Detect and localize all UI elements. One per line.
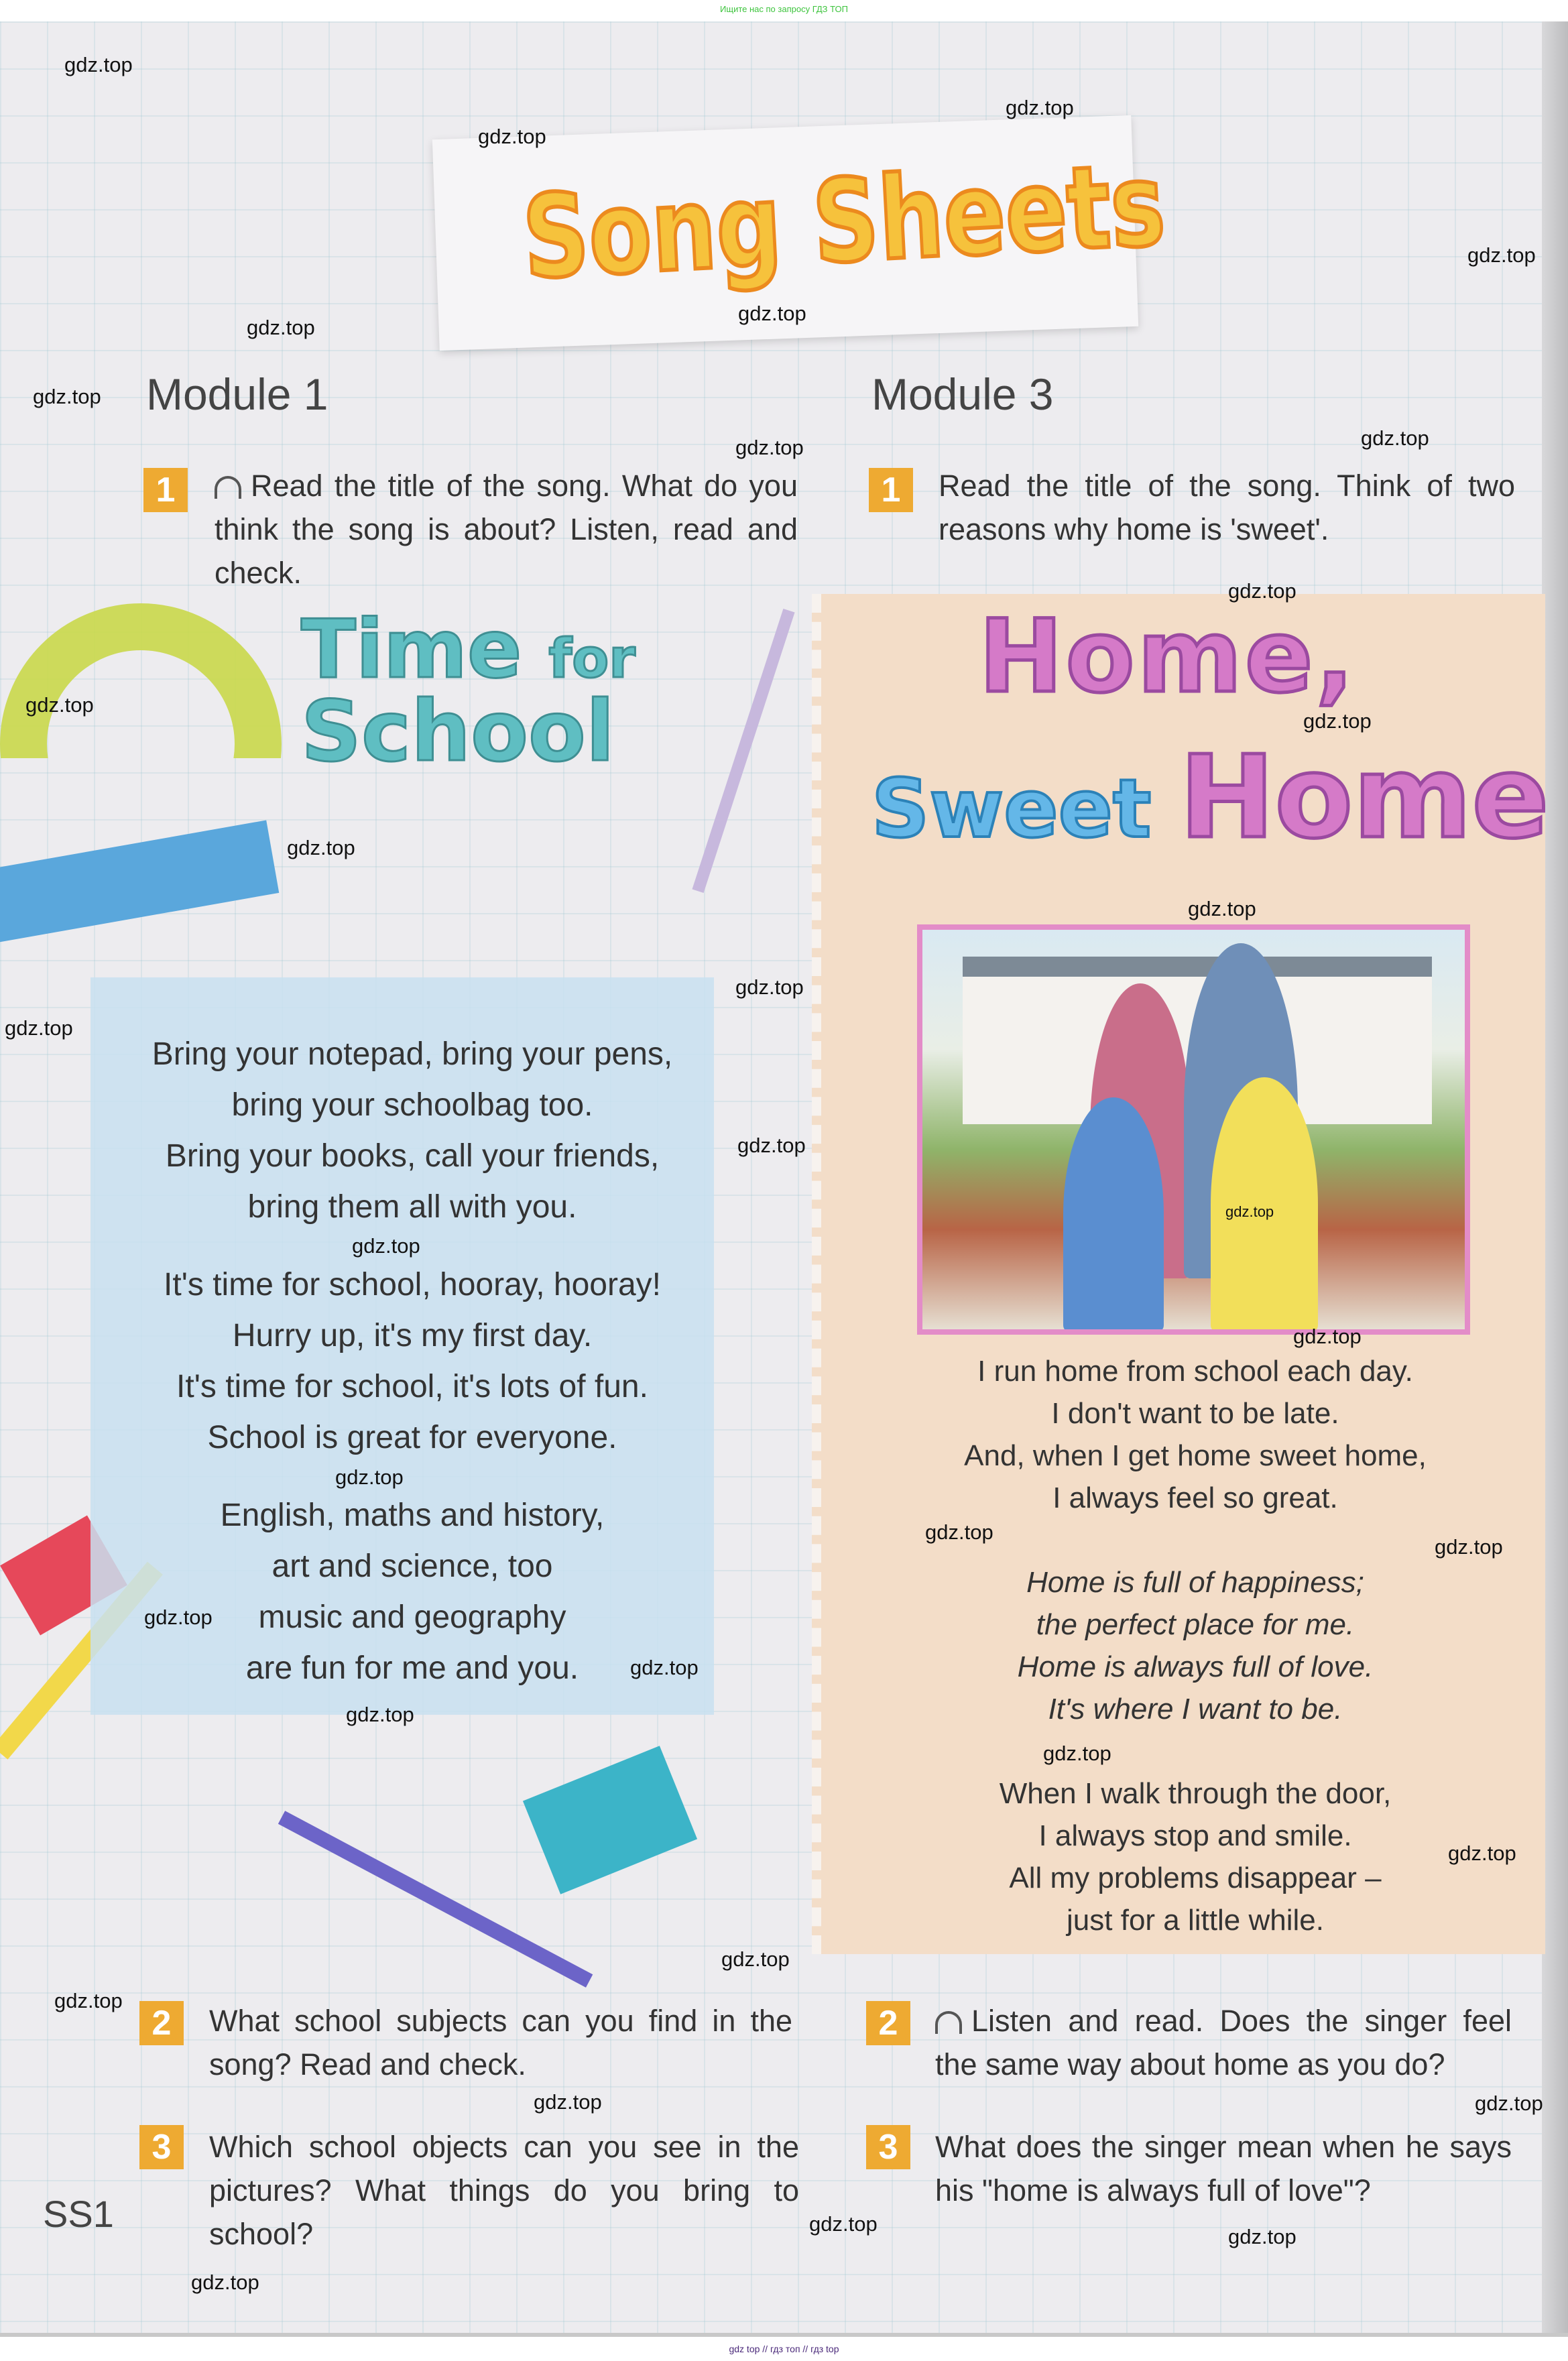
lyric-line: Bring your books, call your friends, xyxy=(165,1138,660,1174)
exercise-2-text: Listen and read. Does the singer feel the same way about home as you do? xyxy=(935,2004,1512,2081)
watermark: gdz.top xyxy=(247,316,315,339)
top-banner[interactable]: Ищите нас по запросу ГДЗ ТОП xyxy=(0,0,1568,21)
page-edge-shadow xyxy=(1542,21,1568,2333)
lyric-line: Home is full of happiness; xyxy=(1026,1566,1364,1599)
family-photo xyxy=(917,924,1470,1335)
watermark: gdz.top xyxy=(1006,96,1074,119)
stanza xyxy=(898,1772,1492,1941)
watermark: gdz.top xyxy=(1303,709,1372,733)
watermark: gdz.top xyxy=(5,1016,73,1040)
lyric-line: are fun for me and you. xyxy=(245,1650,579,1686)
lyric-line: I always stop and smile. xyxy=(1038,1819,1352,1852)
song-title-word: Home, xyxy=(979,599,1357,715)
lyric-line: I don't want to be late. xyxy=(1051,1397,1339,1430)
exercise-2-instruction xyxy=(935,1999,1512,2086)
watermark: gdz.top xyxy=(1435,1535,1503,1559)
lyric-line: art and science, too xyxy=(272,1549,553,1584)
bottom-banner[interactable]: gdz top // гдз топ // гдз top xyxy=(0,2333,1568,2357)
lyric-line: School is great for everyone. xyxy=(207,1420,617,1455)
lyrics-home-sweet-home xyxy=(898,1350,1492,1941)
exercise-1-text: Read the title of the song. What do you think the song is about? Listen, read and check. xyxy=(215,469,798,590)
watermark: gdz.top xyxy=(735,975,804,999)
watermark: gdz.top xyxy=(346,1703,414,1726)
exercise-1-badge: 1 xyxy=(869,468,913,512)
module-1-heading: Module 1 xyxy=(146,369,328,419)
watermark: gdz.top xyxy=(287,836,355,859)
chorus xyxy=(898,1561,1492,1730)
lyric-line: music and geography xyxy=(258,1599,566,1635)
watermark: gdz.top xyxy=(1448,1841,1516,1865)
lyric-line: Home is always full of love. xyxy=(1017,1650,1374,1683)
song-title-line xyxy=(871,731,1549,864)
lyric-line: Hurry up, it's my first day. xyxy=(232,1318,593,1353)
headphones-icon xyxy=(935,2011,962,2034)
song-title-word: for xyxy=(548,627,636,690)
exercise-1-text: Read the title of the song. Think of two reasons why home is 'sweet'. xyxy=(939,469,1515,546)
watermark: gdz.top xyxy=(735,436,804,459)
watermark: gdz.top xyxy=(1188,897,1256,920)
watermark: gdz.top xyxy=(1293,1325,1362,1348)
lyric-line: And, when I get home sweet home, xyxy=(964,1439,1427,1472)
lyric-line: It's time for school, hooray, hooray! xyxy=(164,1267,661,1303)
stanza xyxy=(898,1350,1492,1519)
stanza xyxy=(91,1029,734,1233)
watermark: gdz.top xyxy=(352,1234,420,1258)
watermark: gdz.top xyxy=(1228,2225,1296,2248)
watermark: gdz.top xyxy=(64,53,133,76)
lyric-line: bring them all with you. xyxy=(247,1189,577,1225)
exercise-2-badge: 2 xyxy=(866,2001,910,2045)
lyric-line: just for a little while. xyxy=(1067,1904,1324,1937)
lyric-line: I run home from school each day. xyxy=(977,1355,1413,1388)
watermark: gdz.top xyxy=(191,2271,259,2294)
song-title-word: Home xyxy=(1179,731,1549,864)
lyric-line: bring your schoolbag too. xyxy=(231,1087,593,1123)
watermark: gdz.top xyxy=(630,1656,699,1679)
exercise-3-badge: 3 xyxy=(866,2125,910,2169)
page-title: Song Sheets xyxy=(520,138,1168,305)
exercise-3-badge: 3 xyxy=(139,2125,184,2169)
watermark: gdz.top xyxy=(144,1606,213,1629)
song-title-time-for-school xyxy=(301,603,636,780)
lyric-line: Bring your notepad, bring your pens, xyxy=(152,1036,673,1072)
exercise-3-text: What does the singer mean when he says his "home is always full of love"? xyxy=(935,2130,1512,2207)
watermark: gdz.top xyxy=(721,1947,790,1971)
song-title-word: School xyxy=(301,683,615,780)
stanza xyxy=(91,1260,734,1463)
watermark: gdz.top xyxy=(534,2090,602,2114)
exercise-1-instruction xyxy=(215,464,798,595)
watermark: gdz.top xyxy=(1475,2092,1543,2115)
lyric-line: It's where I want to be. xyxy=(1048,1693,1343,1726)
lyric-line: English, maths and history, xyxy=(220,1498,605,1533)
exercise-1-badge: 1 xyxy=(143,468,188,512)
watermark: gdz.top xyxy=(25,693,94,717)
song-title-word: Time xyxy=(301,603,522,697)
watermark: gdz.top xyxy=(1467,243,1536,267)
lyric-line: It's time for school, it's lots of fun. xyxy=(176,1369,648,1404)
lyric-line: I always feel so great. xyxy=(1052,1481,1338,1514)
watermark: gdz.top xyxy=(335,1465,404,1489)
watermark: gdz.top xyxy=(54,1989,123,2012)
page-number: SS1 xyxy=(43,2193,114,2235)
song-title-home-sweet-home xyxy=(871,599,1549,864)
boy-figure xyxy=(1063,1097,1164,1332)
watermark: gdz.top xyxy=(738,302,806,325)
watermark: gdz.top xyxy=(1228,579,1296,603)
exercise-3-text: Which school objects can you see in the pictures? What things do you bring to school? xyxy=(209,2130,799,2251)
watermark: gdz.top xyxy=(1225,1203,1274,1220)
watermark: gdz.top xyxy=(925,1520,993,1544)
headphones-icon xyxy=(215,476,241,499)
lyrics-time-for-school xyxy=(91,1029,734,1694)
watermark: gdz.top xyxy=(737,1134,806,1157)
lyric-line: the perfect place for me. xyxy=(1036,1608,1355,1641)
watermark: gdz.top xyxy=(478,125,546,148)
song-title-word: Sweet xyxy=(871,763,1152,856)
lyric-line: When I walk through the door, xyxy=(999,1777,1392,1810)
exercise-2-badge: 2 xyxy=(139,2001,184,2045)
watermark: gdz.top xyxy=(33,385,101,408)
lyric-line: All my problems disappear – xyxy=(1009,1862,1382,1894)
exercise-2-text: What school subjects can you find in the song? Read and check. xyxy=(209,2004,792,2081)
watermark: gdz.top xyxy=(809,2212,878,2236)
module-3-heading: Module 3 xyxy=(871,369,1054,419)
watermark: gdz.top xyxy=(1361,426,1429,450)
watermark: gdz.top xyxy=(1043,1742,1111,1765)
